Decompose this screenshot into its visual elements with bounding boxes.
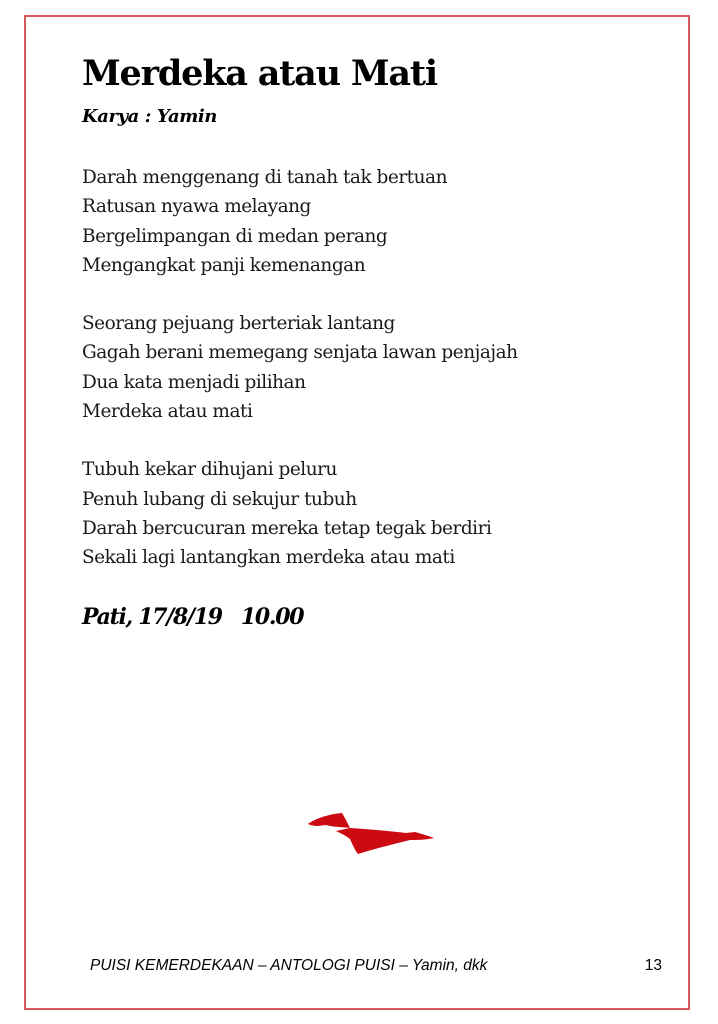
- poem-signature-date: Pati, 17/8/19 10.00: [82, 604, 304, 630]
- poem-line: Gagah berani memegang senjata lawan penjajah: [82, 342, 518, 364]
- ornament-wing: [308, 813, 350, 828]
- poem-line: Dua kata menjadi pilihan: [82, 371, 306, 393]
- poem-line: Merdeka atau mati: [82, 401, 253, 423]
- poem-line: Ratusan nyawa melayang: [82, 196, 311, 218]
- poem-author: Karya : Yamin: [82, 106, 217, 127]
- poem-line: Darah bercucuran mereka tetap tegak berdiri: [82, 517, 492, 539]
- poem-line: Darah menggenang di tanah tak bertuan: [82, 167, 447, 188]
- page-number: 13: [644, 957, 662, 974]
- poem-line: Seorang pejuang berteriak lantang: [82, 313, 395, 335]
- page-frame: [24, 15, 690, 1010]
- stanza: [82, 163, 672, 280]
- poem-line: Tubuh kekar dihujani peluru: [82, 459, 337, 481]
- footer-anthology-title: PUISI KEMERDEKAAN – ANTOLOGI PUISI – Yamin, dkk: [90, 957, 488, 974]
- poem-line: Bergelimpangan di medan perang: [82, 225, 388, 247]
- poem-body: [82, 163, 672, 602]
- poem-line: Sekali lagi lantangkan merdeka atau mati: [82, 547, 455, 569]
- ornament-body: [336, 828, 434, 854]
- poem-line: Mengangkat panji kemenangan: [82, 254, 366, 276]
- poem-line: Penuh lubang di sekujur tubuh: [82, 488, 357, 510]
- stanza: [82, 455, 672, 572]
- red-bird-ornament-icon: [306, 797, 436, 857]
- stanza: [82, 309, 672, 426]
- poem-title: Merdeka atau Mati: [82, 53, 437, 94]
